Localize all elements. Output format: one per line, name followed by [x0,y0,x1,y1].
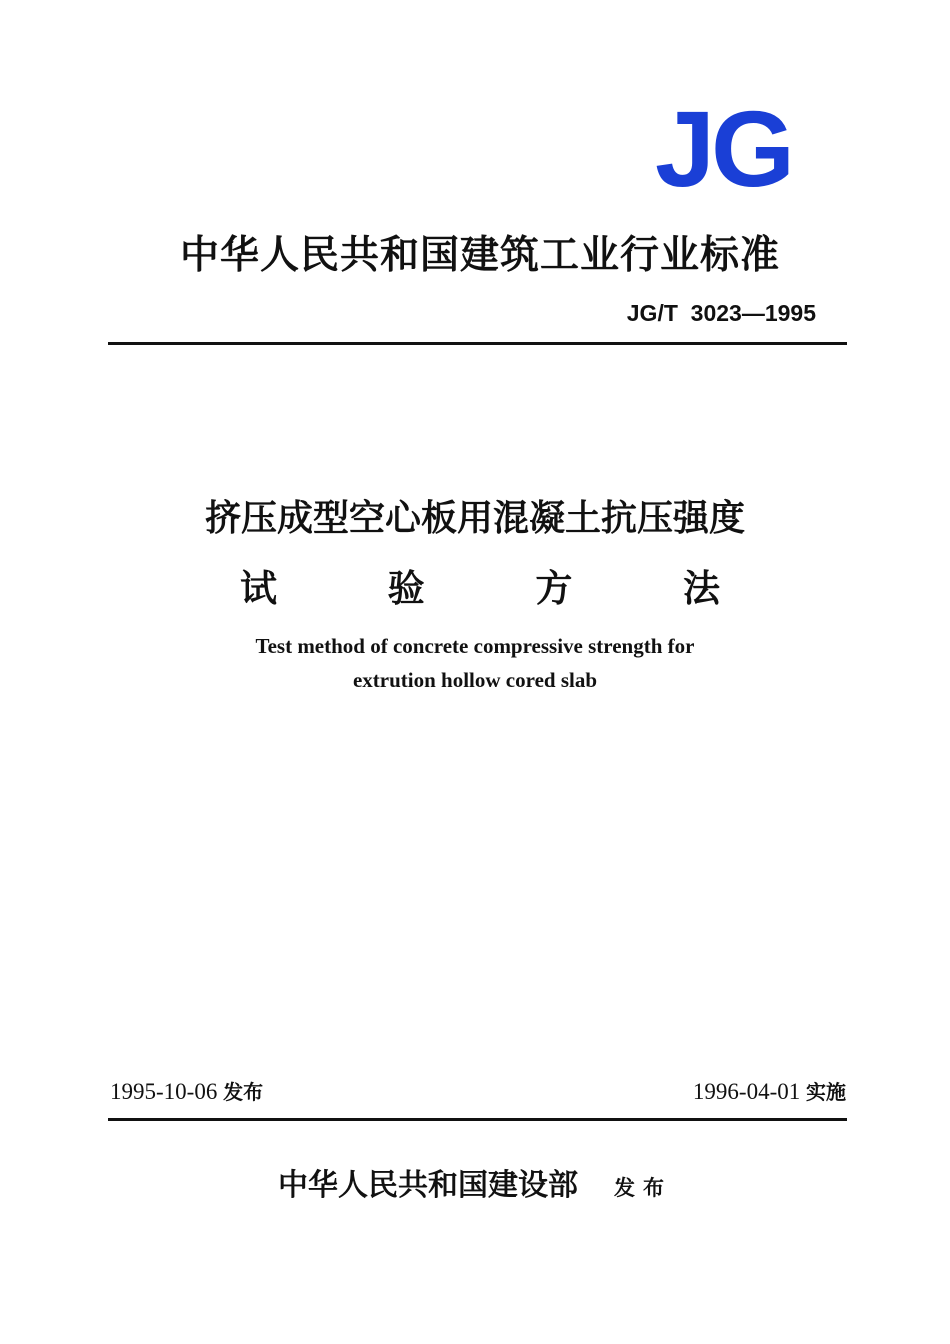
bottom-divider [108,1118,847,1121]
chinese-title-char: 验 [387,567,425,610]
issue-date: 1995-10-06 [110,1079,218,1104]
top-divider [108,342,847,345]
jg-logo-text: JG [654,100,792,196]
standard-code: JG/T 3023—1995 [626,300,816,326]
effective-date-line [693,1076,846,1105]
issue-date-line [110,1076,263,1105]
jg-logo-graphic [648,100,798,196]
english-title-line-2: extrution hollow cored slab [352,668,598,692]
chinese-title-char: 方 [535,567,573,610]
publisher-organization: 中华人民共和国建设部 [278,1168,578,1203]
industry-standard-title: 中华人民共和国建筑工业行业标准 [179,233,780,278]
chinese-title-line-2 [240,558,720,612]
chinese-title-line-1: 挤压成型空心板用混凝土抗压强度 [204,498,745,539]
jg-logo [648,100,798,196]
publisher-action: 发布 [614,1176,672,1200]
english-title-line-1: Test method of concrete compressive strength for [255,634,695,658]
chinese-title-char: 法 [682,567,720,610]
publisher-line [100,1160,850,1204]
issue-label: 发布 [223,1080,264,1104]
effective-date: 1996-04-01 [692,1079,801,1104]
chinese-title-char: 试 [240,567,277,610]
effective-label: 实施 [806,1080,846,1104]
